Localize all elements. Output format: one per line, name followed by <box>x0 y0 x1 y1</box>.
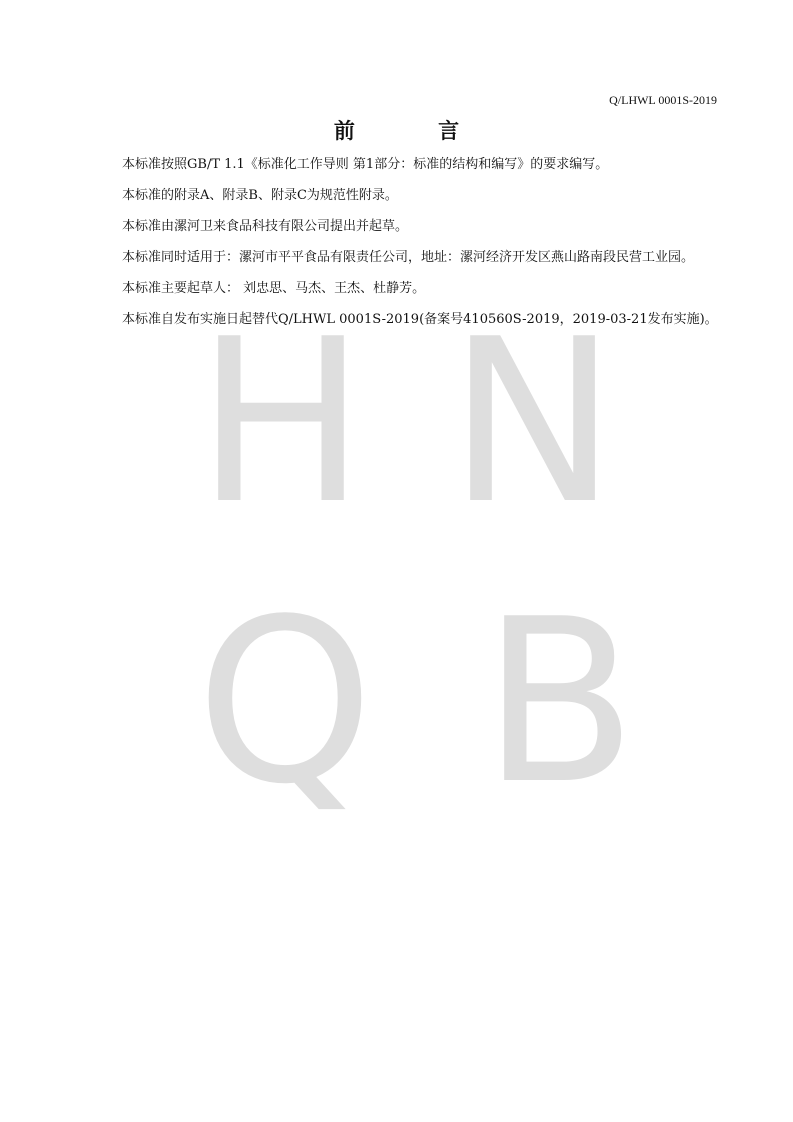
paragraph-applicability: 本标准同时适用于：漯河市平平食品有限责任公司，地址：漯河经济开发区燕山路南段民营工业园。 <box>122 250 695 265</box>
paragraph-drafters: 本标准主要起草人： 刘忠思、马杰、王杰、杜静芳。 <box>122 281 426 296</box>
document-code: Q/LHWL 0001S-2019 <box>609 93 717 107</box>
paragraph-proposer: 本标准由漯河卫来食品科技有限公司提出并起草。 <box>122 219 409 234</box>
paragraph-standard-basis: 本标准按照GB/T 1.1《标准化工作导则 第1部分：标准的结构和编写》的要求编写。 <box>122 157 609 172</box>
watermark-letter-h: H <box>196 291 366 554</box>
paragraph-appendices: 本标准的附录A、附录B、附录C为规范性附录。 <box>122 188 398 203</box>
paragraph-replacement: 本标准自发布实施日起替代Q/LHWL 0001S-2019(备案号410560S-2019，2019-03-21发布实施)。 <box>122 312 718 327</box>
watermark-letter-q: Q <box>196 571 374 834</box>
page-title: 前 言 <box>333 119 498 143</box>
watermark-letter-n: N <box>448 291 618 554</box>
foreword-body <box>122 155 742 341</box>
watermark-letter-b: B <box>482 571 638 834</box>
